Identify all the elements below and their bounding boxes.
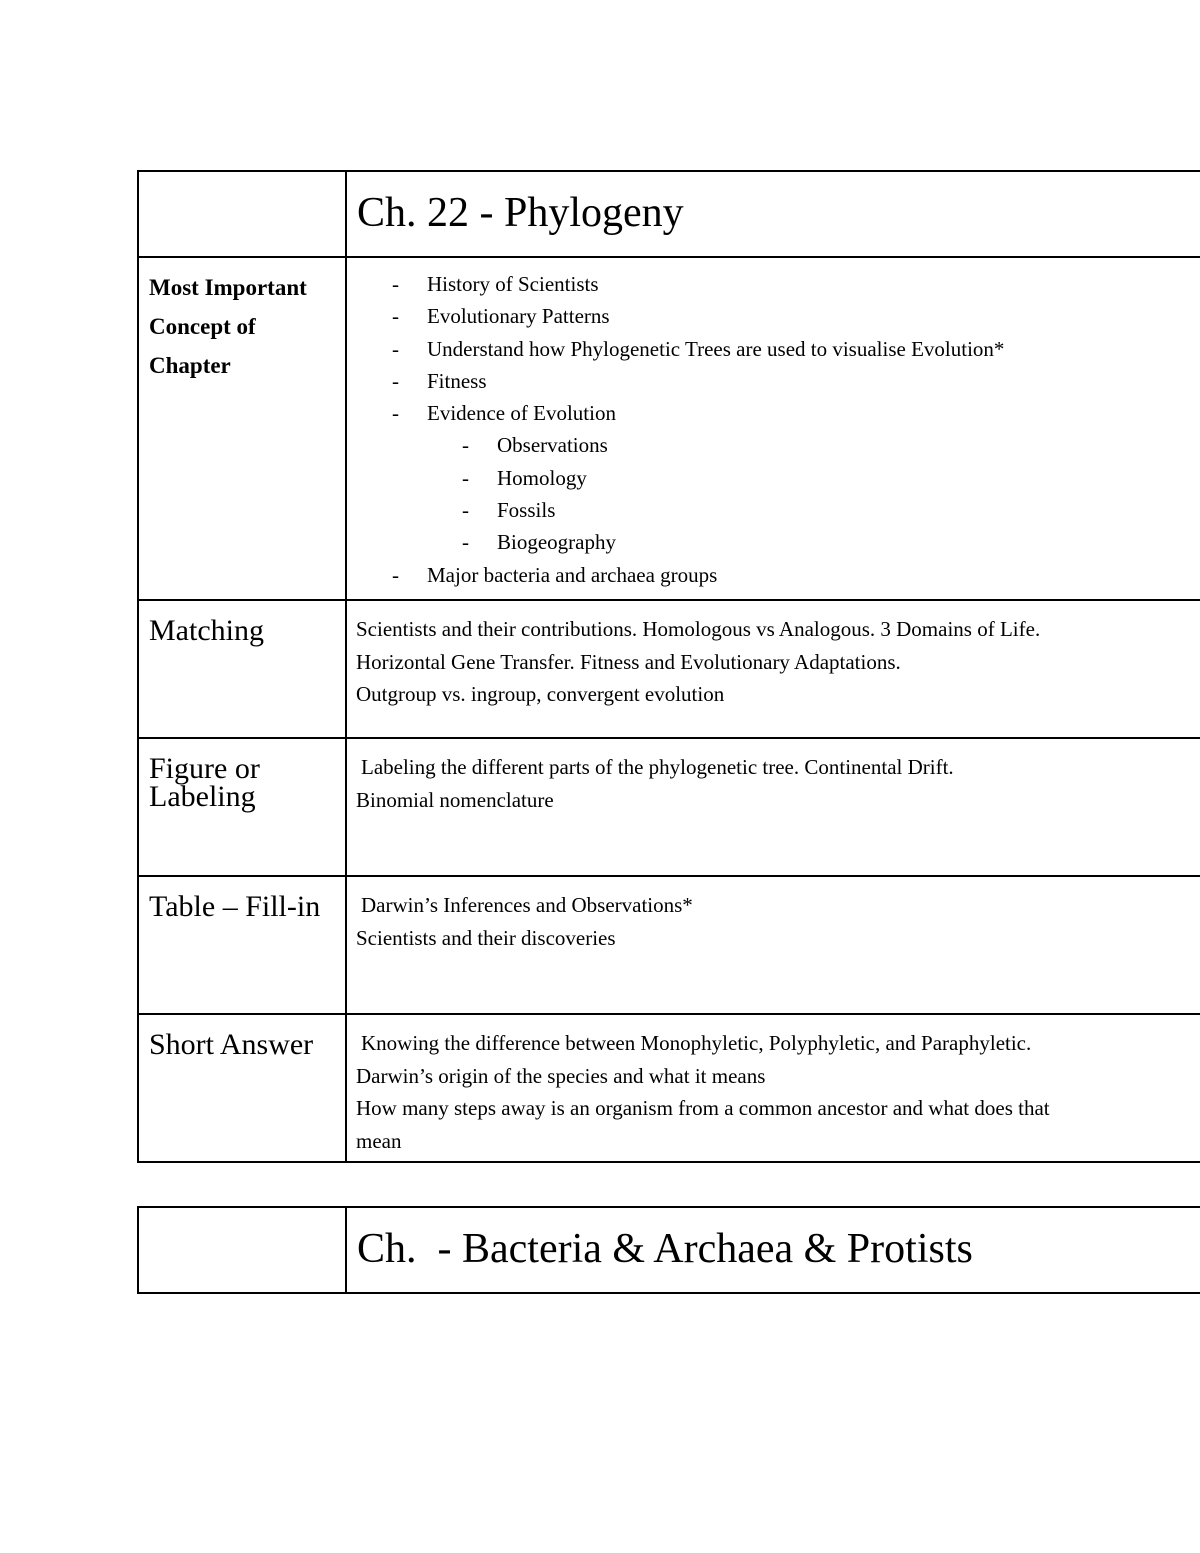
table-fill-row: [138, 876, 1200, 1014]
table-fill-content-cell: [346, 876, 1200, 1014]
figure-label-cell: [138, 738, 346, 876]
sub-list-item: - Biogeography: [462, 526, 1200, 558]
content-line: Scientists and their contributions. Homologous vs Analogous. 3 Domains of Life.: [356, 617, 1041, 641]
matching-content-cell: [346, 600, 1200, 738]
matching-content: [347, 601, 1200, 711]
figure-label-line: Figure or: [149, 752, 260, 785]
matching-row: [138, 600, 1200, 738]
concept-content-cell: [346, 257, 1200, 600]
title-empty-cell: [138, 171, 346, 257]
list-item: - History of Scientists: [392, 268, 1200, 300]
figure-content-cell: [346, 738, 1200, 876]
content-line: Outgroup vs. ingroup, convergent evolution: [356, 682, 725, 706]
matching-label-cell: [138, 600, 346, 738]
concept-list: [347, 258, 1200, 591]
short-answer-content: [347, 1015, 1200, 1157]
list-item: - Fitness: [392, 365, 1200, 397]
figure-row: [138, 738, 1200, 876]
table-fill-label: Table – Fill-in: [149, 890, 321, 923]
concept-label: [139, 258, 345, 385]
concept-label-line: Chapter: [149, 353, 231, 378]
chapter-title: Ch. 22 - Phylogeny: [357, 190, 684, 236]
bacteria-archaea-table: [137, 1206, 1200, 1294]
title-cell: [346, 1207, 1200, 1293]
short-answer-content-cell: [346, 1014, 1200, 1162]
list-item: - Major bacteria and archaea groups: [392, 559, 1200, 591]
sub-list-item: - Observations: [462, 429, 1200, 461]
matching-label: Matching: [149, 614, 264, 647]
content-line: Labeling the different parts of the phylogenetic tree. Continental Drift.: [361, 755, 954, 779]
sub-list-item: - Fossils: [462, 494, 1200, 526]
content-line: How many steps away is an organism from a common ancestor and what does that: [356, 1096, 1050, 1120]
list-item: - Evolutionary Patterns: [392, 300, 1200, 332]
content-line: Darwin’s origin of the species and what it means: [356, 1063, 766, 1088]
concept-label-line: Concept of: [149, 314, 256, 339]
content-line: Knowing the difference between Monophyletic, Polyphyletic, and Paraphyletic.: [361, 1031, 1032, 1055]
concept-row: [138, 257, 1200, 600]
table-fill-label-cell: [138, 876, 346, 1014]
content-line: Darwin’s Inferences and Observations*: [361, 893, 693, 917]
content-line: Scientists and their discoveries: [356, 925, 616, 950]
sub-list-item: - Homology: [462, 462, 1200, 494]
table-fill-content: [347, 877, 1200, 954]
figure-label-line: Labeling: [149, 780, 256, 813]
list-item: - Understand how Phylogenetic Trees are used to visualise Evolution*: [392, 333, 1200, 365]
short-answer-label-cell: [138, 1014, 346, 1162]
title-row: [138, 1207, 1200, 1293]
concept-label-line: Most Important: [149, 275, 307, 300]
title-empty-cell: [138, 1207, 346, 1293]
content-line: Horizontal Gene Transfer. Fitness and Evolutionary Adaptations.: [356, 649, 901, 674]
sub-list: [427, 429, 1200, 558]
short-answer-label: Short Answer: [149, 1028, 314, 1061]
chapter-title: Ch. - Bacteria & Archaea & Protists: [357, 1226, 973, 1272]
list-item-evidence: [392, 397, 1200, 558]
title-cell: [346, 171, 1200, 257]
title-row: [138, 171, 1200, 257]
figure-label: [139, 739, 345, 811]
content-line: Binomial nomenclature: [356, 787, 554, 812]
list-item-label: Evidence of Evolution: [427, 401, 616, 426]
chapter-22-table: [137, 170, 1200, 1163]
figure-content: [347, 739, 1200, 816]
concept-label-cell: [138, 257, 346, 600]
short-answer-row: [138, 1014, 1200, 1162]
content-line: mean: [356, 1128, 402, 1153]
